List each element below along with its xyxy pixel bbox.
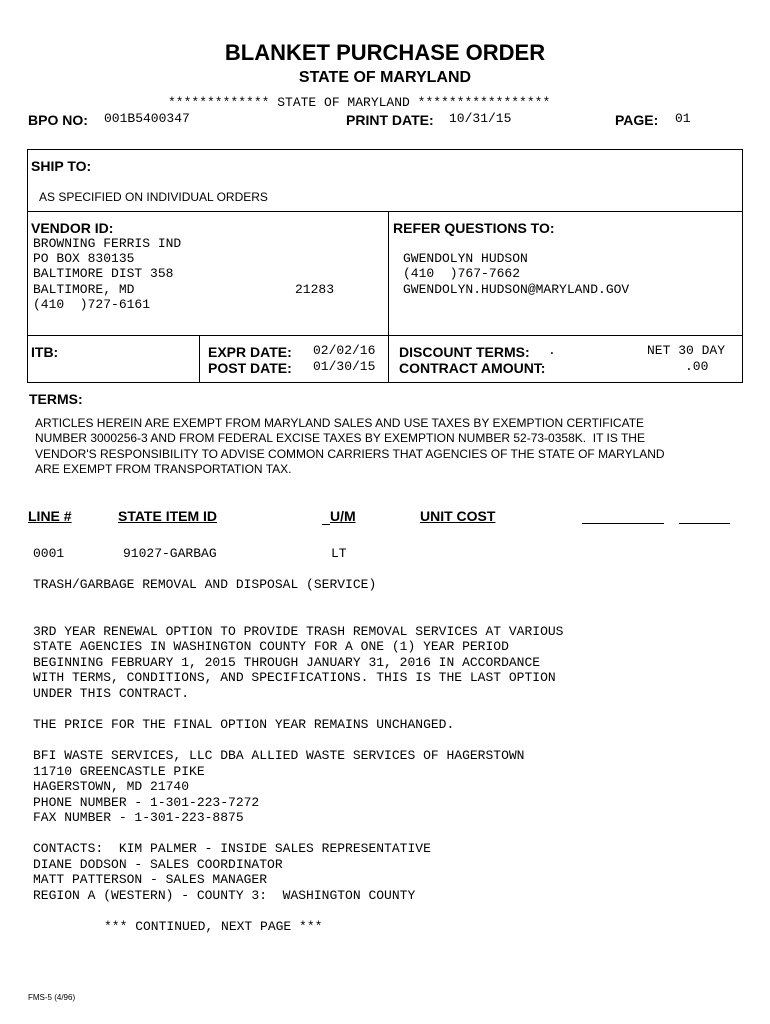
refer-questions-label: REFER QUESTIONS TO: [393,220,555,236]
terms-text-line: NUMBER 3000256-3 AND FROM FEDERAL EXCISE TAXES BY EXEMPTION NUMBER 52-73-0358K. IT IS THE [35,431,645,445]
print-date-label: PRINT DATE: [346,112,434,128]
discount-terms-dot: . [548,343,556,358]
body-text-line: DIANE DODSON - SALES COORDINATOR [33,857,283,872]
divider-ship-vendor [27,211,743,212]
post-date-label: POST DATE: [208,360,292,376]
column-header-line: LINE # [28,508,72,524]
contract-amount-label: CONTRACT AMOUNT: [399,360,546,376]
column-blank-rule [679,523,730,524]
continued-notice: *** CONTINUED, NEXT PAGE *** [104,919,323,934]
column-header-unit-cost: UNIT COST [420,508,496,524]
ship-to-label: SHIP TO: [31,158,92,174]
ship-to-value: AS SPECIFIED ON INDIVIDUAL ORDERS [39,190,268,204]
column-header-um: U/M [330,508,356,524]
form-code: FMS-5 (4/96) [28,993,76,1002]
post-date-value: 01/30/15 [313,359,376,374]
line-item-um: LT [331,546,347,561]
body-text-line: HAGERSTOWN, MD 21740 [33,779,190,794]
body-text-line: UNDER THIS CONTRACT. [33,686,190,701]
expr-date-value: 02/02/16 [313,343,376,358]
divider-itb-expr [199,335,200,383]
vendor-zip: 21283 [295,282,335,297]
vendor-line: BALTIMORE, MD [33,282,135,297]
terms-label: TERMS: [29,391,83,407]
itb-label: ITB: [31,344,59,360]
body-text-line: STATE AGENCIES IN WASHINGTON COUNTY FOR A ONE (1) YEAR PERIOD [33,639,509,654]
vendor-line: (410 )727-6161 [33,297,151,312]
print-date-value: 10/31/15 [449,111,512,126]
stars-line: ************* STATE OF MARYLAND ***************** [168,95,551,110]
body-text-line: BEGINNING FEBRUARY 1, 2015 THROUGH JANUARY 31, 2016 IN ACCORDANCE [33,655,541,670]
body-text-line: FAX NUMBER - 1-301-223-8875 [33,810,244,825]
divider-vendor-dates [27,335,743,336]
body-text-line: MATT PATTERSON - SALES MANAGER [33,872,268,887]
body-text-line: 11710 GREENCASTLE PIKE [33,764,205,779]
divider-vendor-refer [388,211,389,383]
refer-line: GWENDOLYN HUDSON [403,251,528,266]
page-value: 01 [675,111,691,126]
vendor-line: BALTIMORE DIST 358 [33,266,174,281]
refer-line: GWENDOLYN.HUDSON@MARYLAND.GOV [403,282,630,297]
line-item-number: 0001 [33,546,65,561]
column-blank-rule [582,523,664,524]
body-text-line: REGION A (WESTERN) - COUNTY 3: WASHINGTON COUNTY [33,888,416,903]
column-header-item: STATE ITEM ID [118,508,218,524]
body-text-line: 3RD YEAR RENEWAL OPTION TO PROVIDE TRASH REMOVAL SERVICES AT VARIOUS [33,624,564,639]
body-text-line: THE PRICE FOR THE FINAL OPTION YEAR REMAINS UNCHANGED. [33,717,455,732]
body-text-line: BFI WASTE SERVICES, LLC DBA ALLIED WASTE SERVICES OF HAGERSTOWN [33,748,525,763]
discount-terms-value: NET 30 DAY [647,343,726,358]
bpo-value: 001B5400347 [104,111,190,126]
page-title: BLANKET PURCHASE ORDER [224,40,546,65]
terms-text-line: VENDOR'S RESPONSIBILITY TO ADVISE COMMON CARRIERS THAT AGENCIES OF THE STATE OF MARYLAND [35,447,665,461]
body-text-line: PHONE NUMBER - 1-301-223-7272 [33,795,260,810]
page-label: PAGE: [615,112,659,128]
page-subtitle: STATE OF MARYLAND [298,69,472,86]
contract-amount-value: .00 [685,359,709,374]
bpo-label: BPO NO: [28,112,88,128]
line-item-state-id: 91027-GARBAG [123,546,217,561]
discount-terms-label: DISCOUNT TERMS: [399,344,530,360]
terms-text-line: ARE EXEMPT FROM TRANSPORTATION TAX. [35,462,292,476]
vendor-id-label: VENDOR ID: [31,220,114,236]
line-item-description: TRASH/GARBAGE REMOVAL AND DISPOSAL (SERVICE) [33,577,377,592]
terms-text-line: ARTICLES HEREIN ARE EXEMPT FROM MARYLAND SALES AND USE TAXES BY EXEMPTION CERTIFICATE [35,416,645,430]
expr-date-label: EXPR DATE: [208,344,292,360]
body-text-line: WITH TERMS, CONDITIONS, AND SPECIFICATIONS. THIS IS THE LAST OPTION [33,670,556,685]
column-header-um-underline [322,524,330,525]
refer-line: (410 )767-7662 [403,266,521,281]
body-text-line: CONTACTS: KIM PALMER - INSIDE SALES REPRESENTATIVE [33,841,431,856]
vendor-line: PO BOX 830135 [33,251,135,266]
vendor-line: BROWNING FERRIS IND [33,236,182,251]
